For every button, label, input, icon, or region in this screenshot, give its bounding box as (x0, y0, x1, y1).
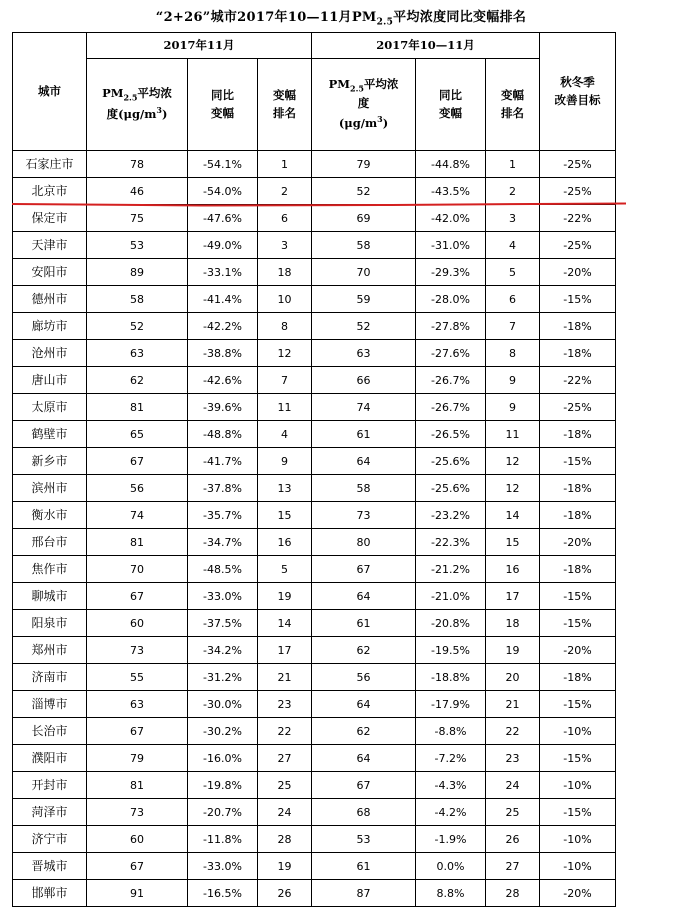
cell-yoy-oct-nov: -19.5% (416, 637, 486, 664)
table-row (13, 583, 616, 610)
cell-rank-oct-nov: 24 (486, 772, 540, 799)
cell-yoy-nov: -49.0% (188, 232, 258, 259)
table-row (13, 205, 616, 232)
cell-pm-nov: 73 (87, 637, 188, 664)
cell-city: 安阳市 (13, 259, 87, 286)
table-row (13, 880, 616, 907)
cell-city: 鹤壁市 (13, 421, 87, 448)
cell-pm-nov: 81 (87, 529, 188, 556)
cell-pm-nov: 75 (87, 205, 188, 232)
cell-target: -15% (540, 448, 616, 475)
cell-yoy-oct-nov: -25.6% (416, 448, 486, 475)
cell-rank-nov: 14 (258, 610, 312, 637)
cell-city: 晋城市 (13, 853, 87, 880)
cell-yoy-nov: -31.2% (188, 664, 258, 691)
cell-pm-oct-nov: 58 (312, 475, 416, 502)
cell-rank-nov: 19 (258, 583, 312, 610)
table-row (13, 286, 616, 313)
cell-pm-oct-nov: 68 (312, 799, 416, 826)
cell-rank-nov: 12 (258, 340, 312, 367)
cell-rank-oct-nov: 15 (486, 529, 540, 556)
cell-rank-oct-nov: 4 (486, 232, 540, 259)
cell-pm-oct-nov: 56 (312, 664, 416, 691)
table-row (13, 691, 616, 718)
table-row (13, 637, 616, 664)
cell-rank-oct-nov: 6 (486, 286, 540, 313)
cell-city: 邯郸市 (13, 880, 87, 907)
cell-yoy-oct-nov: -28.0% (416, 286, 486, 313)
cell-yoy-nov: -47.6% (188, 205, 258, 232)
cell-city: 长治市 (13, 718, 87, 745)
cell-yoy-oct-nov: -18.8% (416, 664, 486, 691)
cell-rank-nov: 28 (258, 826, 312, 853)
cell-yoy-nov: -42.6% (188, 367, 258, 394)
cell-pm-nov: 79 (87, 745, 188, 772)
cell-target: -15% (540, 799, 616, 826)
cell-target: -18% (540, 556, 616, 583)
cell-rank-nov: 26 (258, 880, 312, 907)
cell-yoy-nov: -33.1% (188, 259, 258, 286)
cell-target: -25% (540, 394, 616, 421)
cell-yoy-nov: -34.7% (188, 529, 258, 556)
cell-yoy-oct-nov: -8.8% (416, 718, 486, 745)
cell-yoy-oct-nov: -42.0% (416, 205, 486, 232)
cell-pm-nov: 67 (87, 448, 188, 475)
cell-rank-oct-nov: 21 (486, 691, 540, 718)
table-row (13, 232, 616, 259)
cell-rank-nov: 7 (258, 367, 312, 394)
table-row (13, 745, 616, 772)
cell-rank-oct-nov: 27 (486, 853, 540, 880)
cell-pm-oct-nov: 53 (312, 826, 416, 853)
header-yoy-nov: 同比 变幅 (188, 59, 258, 151)
cell-pm-nov: 65 (87, 421, 188, 448)
cell-city: 聊城市 (13, 583, 87, 610)
cell-rank-nov: 18 (258, 259, 312, 286)
cell-pm-nov: 63 (87, 340, 188, 367)
cell-target: -18% (540, 340, 616, 367)
cell-pm-oct-nov: 69 (312, 205, 416, 232)
cell-rank-nov: 1 (258, 151, 312, 178)
table-row (13, 610, 616, 637)
cell-rank-nov: 22 (258, 718, 312, 745)
table-row (13, 367, 616, 394)
cell-yoy-oct-nov: -17.9% (416, 691, 486, 718)
cell-pm-oct-nov: 52 (312, 313, 416, 340)
cell-rank-nov: 11 (258, 394, 312, 421)
cell-target: -25% (540, 232, 616, 259)
cell-yoy-oct-nov: 0.0% (416, 853, 486, 880)
cell-target: -15% (540, 610, 616, 637)
cell-yoy-nov: -37.5% (188, 610, 258, 637)
cell-pm-oct-nov: 74 (312, 394, 416, 421)
cell-target: -22% (540, 367, 616, 394)
cell-rank-nov: 6 (258, 205, 312, 232)
cell-rank-oct-nov: 18 (486, 610, 540, 637)
cell-pm-oct-nov: 70 (312, 259, 416, 286)
cell-yoy-nov: -48.5% (188, 556, 258, 583)
title-subscript: 2.5 (376, 17, 394, 28)
cell-target: -10% (540, 826, 616, 853)
cell-yoy-oct-nov: -21.2% (416, 556, 486, 583)
table-title (0, 6, 682, 28)
cell-pm-nov: 78 (87, 151, 188, 178)
cell-rank-oct-nov: 16 (486, 556, 540, 583)
cell-city: 石家庄市 (13, 151, 87, 178)
cell-pm-oct-nov: 66 (312, 367, 416, 394)
cell-yoy-nov: -54.1% (188, 151, 258, 178)
cell-rank-nov: 15 (258, 502, 312, 529)
cell-yoy-nov: -33.0% (188, 583, 258, 610)
table-row (13, 394, 616, 421)
cell-yoy-nov: -39.6% (188, 394, 258, 421)
cell-rank-nov: 17 (258, 637, 312, 664)
cell-pm-oct-nov: 67 (312, 772, 416, 799)
cell-yoy-nov: -33.0% (188, 853, 258, 880)
header-target: 秋冬季 改善目标 (540, 33, 616, 151)
cell-yoy-nov: -19.8% (188, 772, 258, 799)
cell-yoy-oct-nov: -23.2% (416, 502, 486, 529)
table-row (13, 664, 616, 691)
cell-city: 保定市 (13, 205, 87, 232)
cell-city: 北京市 (13, 178, 87, 205)
table-row (13, 313, 616, 340)
cell-rank-oct-nov: 2 (486, 178, 540, 205)
cell-rank-oct-nov: 20 (486, 664, 540, 691)
table-row (13, 475, 616, 502)
cell-yoy-oct-nov: -21.0% (416, 583, 486, 610)
cell-yoy-oct-nov: 8.8% (416, 880, 486, 907)
table-row (13, 853, 616, 880)
cell-pm-oct-nov: 64 (312, 583, 416, 610)
cell-rank-nov: 21 (258, 664, 312, 691)
cell-pm-nov: 62 (87, 367, 188, 394)
cell-rank-oct-nov: 23 (486, 745, 540, 772)
cell-yoy-oct-nov: -4.2% (416, 799, 486, 826)
table-row (13, 259, 616, 286)
cell-rank-nov: 25 (258, 772, 312, 799)
header-city: 城市 (13, 33, 87, 151)
cell-yoy-oct-nov: -4.3% (416, 772, 486, 799)
cell-rank-oct-nov: 14 (486, 502, 540, 529)
table-row (13, 772, 616, 799)
cell-rank-oct-nov: 25 (486, 799, 540, 826)
cell-city: 济宁市 (13, 826, 87, 853)
cell-city: 天津市 (13, 232, 87, 259)
cell-city: 开封市 (13, 772, 87, 799)
cell-rank-nov: 23 (258, 691, 312, 718)
cell-city: 德州市 (13, 286, 87, 313)
cell-yoy-oct-nov: -44.8% (416, 151, 486, 178)
cell-target: -18% (540, 664, 616, 691)
table-row (13, 799, 616, 826)
cell-rank-oct-nov: 9 (486, 394, 540, 421)
cell-rank-oct-nov: 12 (486, 475, 540, 502)
cell-yoy-nov: -30.2% (188, 718, 258, 745)
header-pm-nov: $PM_{2.5}$平均浓 度$(\mu g/m^3)$ (87, 59, 188, 151)
cell-yoy-oct-nov: -7.2% (416, 745, 486, 772)
cell-rank-oct-nov: 1 (486, 151, 540, 178)
cell-pm-oct-nov: 61 (312, 853, 416, 880)
cell-yoy-nov: -37.8% (188, 475, 258, 502)
cell-rank-oct-nov: 9 (486, 367, 540, 394)
cell-target: -15% (540, 286, 616, 313)
cell-pm-oct-nov: 59 (312, 286, 416, 313)
cell-rank-oct-nov: 7 (486, 313, 540, 340)
cell-yoy-nov: -20.7% (188, 799, 258, 826)
table-row (13, 718, 616, 745)
cell-pm-oct-nov: 62 (312, 718, 416, 745)
cell-rank-nov: 2 (258, 178, 312, 205)
cell-city: 新乡市 (13, 448, 87, 475)
cell-city: 太原市 (13, 394, 87, 421)
cell-rank-nov: 10 (258, 286, 312, 313)
cell-yoy-nov: -16.0% (188, 745, 258, 772)
header-row-columns (13, 59, 616, 151)
cell-yoy-oct-nov: -22.3% (416, 529, 486, 556)
cell-city: 郑州市 (13, 637, 87, 664)
cell-target: -10% (540, 718, 616, 745)
cell-rank-nov: 27 (258, 745, 312, 772)
cell-rank-nov: 24 (258, 799, 312, 826)
table-row (13, 826, 616, 853)
title-suffix: 平均浓度同比变幅排名 (393, 10, 527, 25)
table-row (13, 340, 616, 367)
cell-target: -10% (540, 772, 616, 799)
cell-city: 濮阳市 (13, 745, 87, 772)
cell-rank-nov: 19 (258, 853, 312, 880)
cell-city: 焦作市 (13, 556, 87, 583)
header-pm-oct-nov: $PM_{2.5}$平均浓 度 $(\mu g/m^3)$ (312, 59, 416, 151)
cell-target: -22% (540, 205, 616, 232)
cell-yoy-oct-nov: -26.7% (416, 367, 486, 394)
cell-target: -10% (540, 853, 616, 880)
cell-target: -25% (540, 151, 616, 178)
cell-pm-nov: 55 (87, 664, 188, 691)
cell-target: -15% (540, 583, 616, 610)
cell-yoy-nov: -30.0% (188, 691, 258, 718)
cell-city: 邢台市 (13, 529, 87, 556)
table-row (13, 529, 616, 556)
cell-pm-nov: 52 (87, 313, 188, 340)
cell-rank-nov: 16 (258, 529, 312, 556)
header-row-groups (13, 33, 616, 59)
cell-pm-nov: 73 (87, 799, 188, 826)
header-group-nov: 2017年11月 (87, 33, 312, 59)
cell-rank-nov: 3 (258, 232, 312, 259)
cell-pm-oct-nov: 61 (312, 421, 416, 448)
cell-rank-oct-nov: 5 (486, 259, 540, 286)
cell-pm-nov: 67 (87, 853, 188, 880)
cell-target: -20% (540, 880, 616, 907)
cell-pm-oct-nov: 63 (312, 340, 416, 367)
cell-yoy-oct-nov: -26.7% (416, 394, 486, 421)
cell-target: -18% (540, 313, 616, 340)
cell-yoy-oct-nov: -43.5% (416, 178, 486, 205)
cell-city: 衡水市 (13, 502, 87, 529)
cell-yoy-nov: -35.7% (188, 502, 258, 529)
header-rank-oct-nov: 变幅 排名 (486, 59, 540, 151)
cell-yoy-oct-nov: -29.3% (416, 259, 486, 286)
cell-rank-nov: 4 (258, 421, 312, 448)
cell-target: -15% (540, 691, 616, 718)
cell-rank-oct-nov: 3 (486, 205, 540, 232)
cell-rank-nov: 9 (258, 448, 312, 475)
cell-yoy-nov: -16.5% (188, 880, 258, 907)
table-row (13, 448, 616, 475)
cell-yoy-oct-nov: -25.6% (416, 475, 486, 502)
header-yoy-oct-nov: 同比 变幅 (416, 59, 486, 151)
header-group-oct-nov: 2017年10—11月 (312, 33, 540, 59)
cell-yoy-nov: -34.2% (188, 637, 258, 664)
table-row (13, 151, 616, 178)
cell-target: -25% (540, 178, 616, 205)
table-row (13, 421, 616, 448)
cell-pm-oct-nov: 61 (312, 610, 416, 637)
cell-yoy-oct-nov: -27.8% (416, 313, 486, 340)
cell-rank-oct-nov: 26 (486, 826, 540, 853)
cell-pm-nov: 89 (87, 259, 188, 286)
pm25-ranking-table (12, 32, 616, 907)
cell-pm-nov: 74 (87, 502, 188, 529)
cell-pm-oct-nov: 64 (312, 691, 416, 718)
cell-yoy-oct-nov: -20.8% (416, 610, 486, 637)
cell-pm-oct-nov: 52 (312, 178, 416, 205)
cell-pm-nov: 81 (87, 772, 188, 799)
cell-target: -18% (540, 502, 616, 529)
cell-pm-nov: 67 (87, 583, 188, 610)
cell-yoy-nov: -41.7% (188, 448, 258, 475)
cell-yoy-nov: -38.8% (188, 340, 258, 367)
cell-pm-nov: 70 (87, 556, 188, 583)
cell-rank-oct-nov: 22 (486, 718, 540, 745)
cell-target: -20% (540, 637, 616, 664)
cell-pm-nov: 81 (87, 394, 188, 421)
cell-city: 阳泉市 (13, 610, 87, 637)
cell-yoy-nov: -41.4% (188, 286, 258, 313)
cell-rank-nov: 5 (258, 556, 312, 583)
cell-rank-oct-nov: 19 (486, 637, 540, 664)
cell-pm-nov: 53 (87, 232, 188, 259)
cell-city: 济南市 (13, 664, 87, 691)
cell-city: 淄博市 (13, 691, 87, 718)
cell-city: 唐山市 (13, 367, 87, 394)
cell-pm-oct-nov: 73 (312, 502, 416, 529)
table-row (13, 178, 616, 205)
table-row (13, 556, 616, 583)
cell-city: 沧州市 (13, 340, 87, 367)
cell-pm-nov: 60 (87, 826, 188, 853)
cell-rank-oct-nov: 11 (486, 421, 540, 448)
cell-yoy-oct-nov: -31.0% (416, 232, 486, 259)
cell-pm-nov: 67 (87, 718, 188, 745)
cell-yoy-nov: -48.8% (188, 421, 258, 448)
table-row (13, 502, 616, 529)
cell-target: -18% (540, 475, 616, 502)
cell-city: 菏泽市 (13, 799, 87, 826)
cell-yoy-oct-nov: -26.5% (416, 421, 486, 448)
cell-pm-oct-nov: 87 (312, 880, 416, 907)
cell-pm-nov: 46 (87, 178, 188, 205)
cell-pm-nov: 91 (87, 880, 188, 907)
header-rank-nov: 变幅 排名 (258, 59, 312, 151)
cell-pm-oct-nov: 79 (312, 151, 416, 178)
cell-yoy-oct-nov: -1.9% (416, 826, 486, 853)
cell-rank-oct-nov: 17 (486, 583, 540, 610)
cell-pm-nov: 58 (87, 286, 188, 313)
cell-pm-oct-nov: 62 (312, 637, 416, 664)
cell-rank-nov: 8 (258, 313, 312, 340)
cell-yoy-nov: -54.0% (188, 178, 258, 205)
cell-pm-nov: 63 (87, 691, 188, 718)
title-prefix: “2+26”城市2017年10—11月PM (155, 10, 377, 25)
cell-pm-nov: 60 (87, 610, 188, 637)
cell-pm-nov: 56 (87, 475, 188, 502)
cell-pm-oct-nov: 64 (312, 448, 416, 475)
cell-pm-oct-nov: 80 (312, 529, 416, 556)
cell-pm-oct-nov: 64 (312, 745, 416, 772)
cell-city: 滨州市 (13, 475, 87, 502)
cell-pm-oct-nov: 67 (312, 556, 416, 583)
cell-target: -20% (540, 259, 616, 286)
cell-target: -20% (540, 529, 616, 556)
table-body (13, 151, 616, 907)
cell-rank-oct-nov: 8 (486, 340, 540, 367)
cell-city: 廊坊市 (13, 313, 87, 340)
cell-pm-oct-nov: 58 (312, 232, 416, 259)
cell-target: -15% (540, 745, 616, 772)
cell-yoy-oct-nov: -27.6% (416, 340, 486, 367)
cell-rank-nov: 13 (258, 475, 312, 502)
cell-yoy-nov: -11.8% (188, 826, 258, 853)
cell-rank-oct-nov: 12 (486, 448, 540, 475)
cell-target: -18% (540, 421, 616, 448)
cell-rank-oct-nov: 28 (486, 880, 540, 907)
cell-yoy-nov: -42.2% (188, 313, 258, 340)
